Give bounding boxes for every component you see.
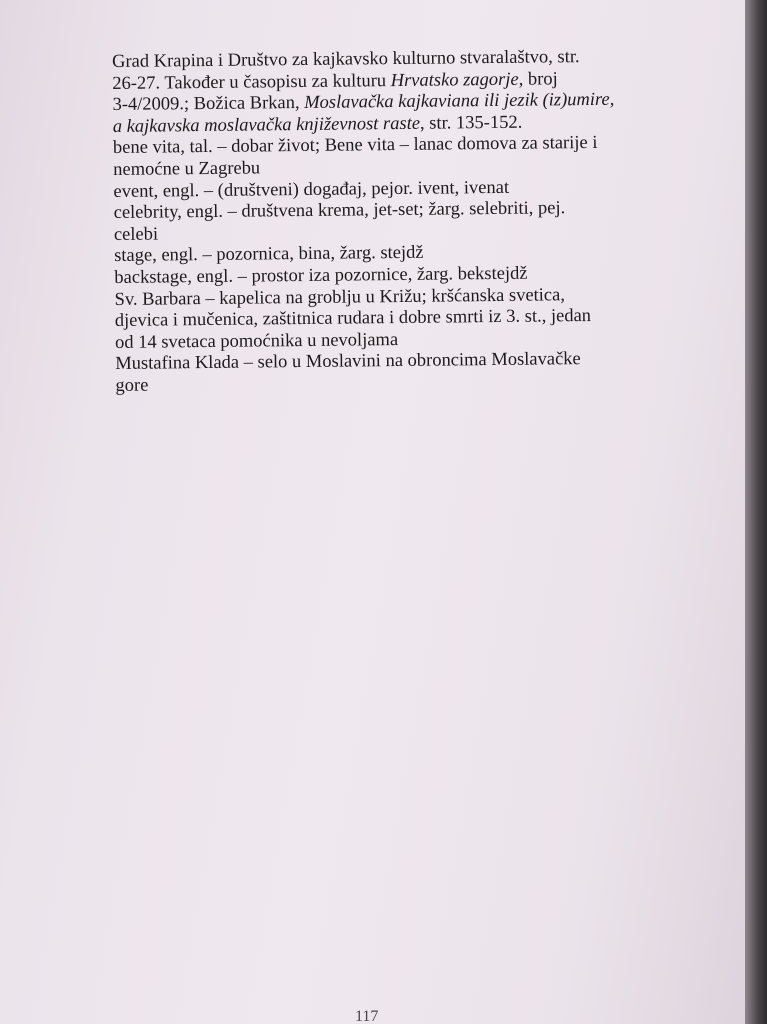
text-line: celebi xyxy=(113,224,159,245)
page-edge-shadow xyxy=(745,0,767,1024)
text-line: stage, engl. – pozornica, bina, žarg. stejdž xyxy=(114,243,424,267)
text-line: Grad Krapina i Društvo za kajkavsko kulturno stvaralaštvo, str. xyxy=(112,47,580,72)
text-line: Mustafina Klada – selo u Moslavini na obroncima Moslavačke xyxy=(115,349,581,375)
text-line: djevica i mučenica, zaštitnica rudara i dobre smrti iz 3. st., jedan xyxy=(114,306,592,332)
text-line: backstage, engl. – prostor iza pozornice, žarg. bekstejdž xyxy=(114,263,528,288)
text-line: celebrity, engl. – društvena krema, jet-set; žarg. selebriti, pej. xyxy=(113,198,566,224)
page-text xyxy=(112,46,676,397)
text-line: 26-27. Također u časopisu za kulturu Hrvatsko zagorje, broj xyxy=(112,68,558,94)
text-line: 3-4/2009.; Božica Brkan, Moslavačka kajkaviana ili jezik (iz)umire, xyxy=(112,89,615,116)
text-line: od 14 svetaca pomoćnika u nevoljama xyxy=(114,329,399,353)
text-line: nemoćne u Zagrebu xyxy=(113,158,261,180)
text-line: Sv. Barbara – kapelica na groblju u Križu; kršćanska svetica, xyxy=(114,284,566,310)
text-line: gore xyxy=(115,375,149,396)
text-line: event, engl. – (društveni) događaj, pejor. ivent, ivenat xyxy=(113,177,510,202)
text-line: bene vita, tal. – dobar život; Bene vita – lanac domova za starije i xyxy=(112,133,598,159)
text-line: a kajkavska moslavačka književnost raste, str. 135-152. xyxy=(112,112,523,137)
page-number: 117 xyxy=(355,1008,379,1024)
